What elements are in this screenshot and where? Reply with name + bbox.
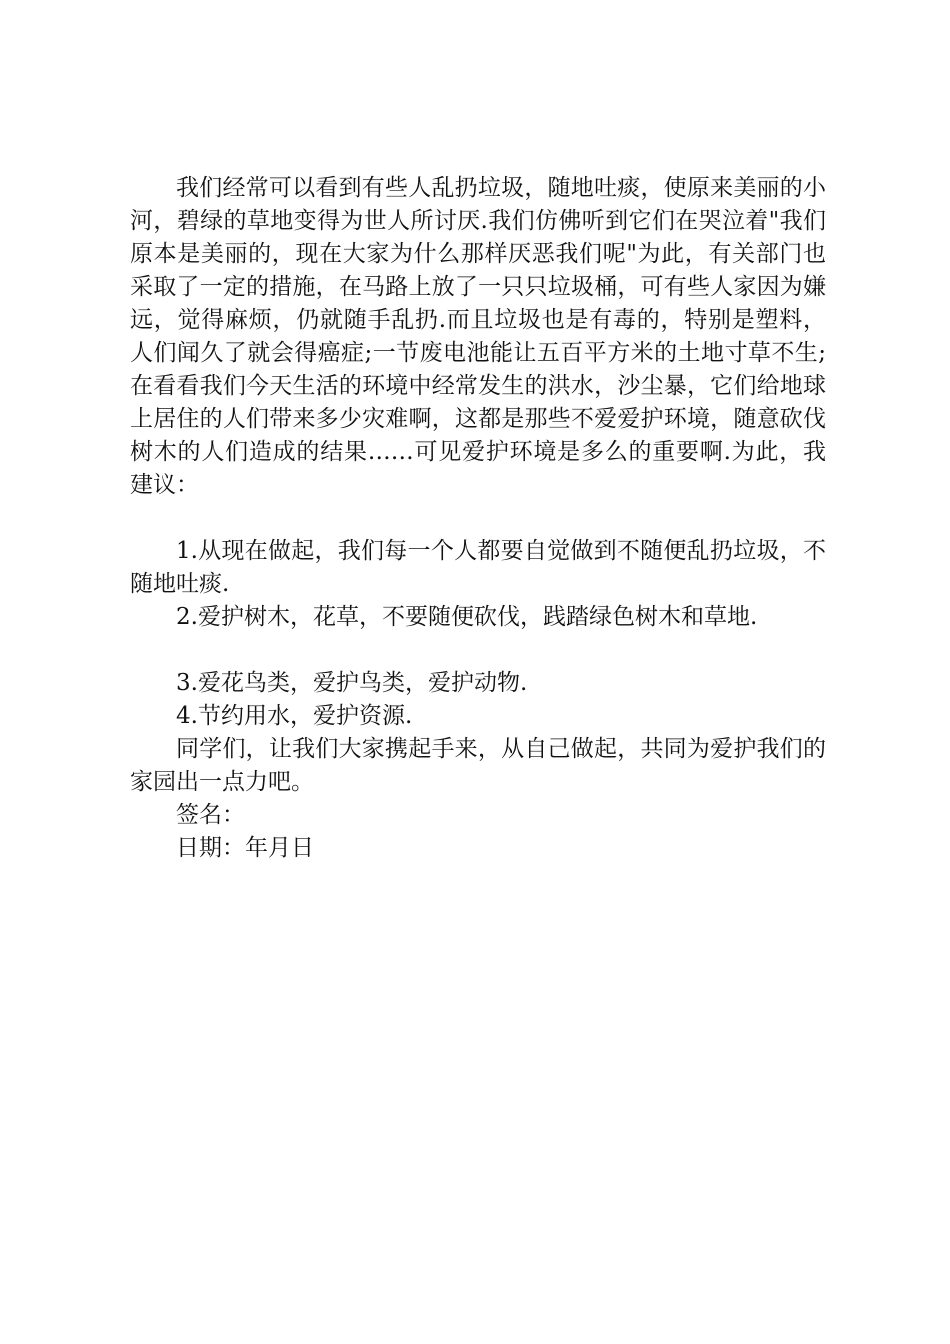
closing-paragraph: 同学们，让我们大家携起手来，从自己做起，共同为爱护我们的家园出一点力吧。: [130, 736, 826, 795]
suggestion-4: 4.节约用水，爱护资源.: [176, 703, 413, 729]
paragraph-gap: [130, 502, 826, 535]
suggestion-1: 1.从现在做起，我们每一个人都要自觉做到不随便乱扔垃圾，不随地吐痰.: [130, 538, 826, 597]
signature-label: 签名：: [176, 802, 245, 828]
suggestion-3: 3.爱花鸟类，爱护鸟类，爱护动物.: [176, 670, 528, 696]
date-label: 日期：年月日: [176, 835, 314, 861]
intro-paragraph: 我们经常可以看到有些人乱扔垃圾，随地吐痰，使原来美丽的小河，碧绿的草地变得为世人所讨厌.我们仿佛听到它们在哭泣着"我们原本是美丽的，现在大家为什么那样厌恶我们呢"为此，有关部门也采取了一定的措施，在马路上放了一只只垃圾桶，可有些人家因为嫌远，觉得麻烦，仍就随手乱扔.而且垃圾也是有毒的，特别是塑料，人们闻久了就会得癌症;一节废电池能让五百平方米的土地寸草不生;在看看我们今天生活的环境中经常发生的洪水，沙尘暴，它们给地球上居住的人们带来多少灾难啊，这都是那些不爱爱护环境，随意砍伐树木的人们造成的结果……可见爱护环境是多么的重要啊.为此，我建议：: [130, 175, 826, 498]
suggestion-2: 2.爱护树木，花草，不要随便砍伐，践踏绿色树木和草地.: [176, 604, 758, 630]
document-body: [130, 172, 826, 865]
paragraph-gap: [130, 634, 826, 667]
